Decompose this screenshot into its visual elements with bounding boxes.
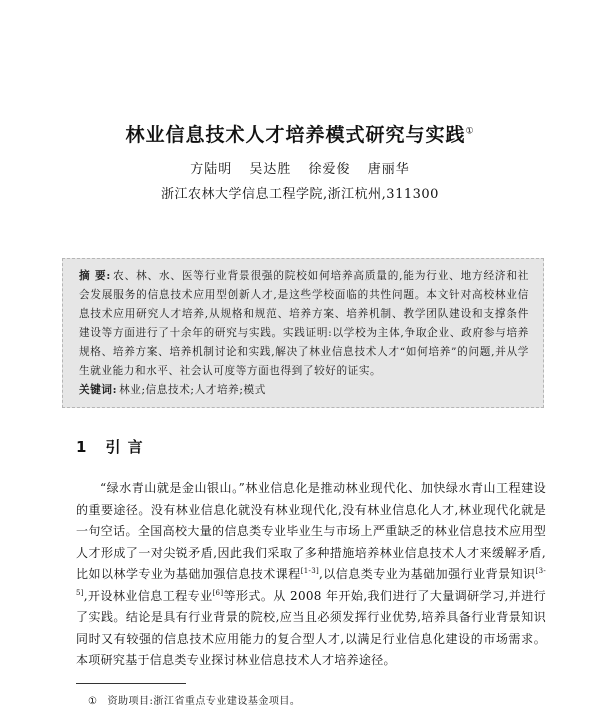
intro-text-part-1: “绿水青山就是金山银山。”林业信息化是推动林业现代化、加快绿水青山工程建设的重要途径。没有林业信息化就没有林业现代化,没有林业信息化人才,林业现代化就是一句空话。全国高校大量的信息类专业毕业生与市场上严重缺乏的林业信息技术应用型人才形成了一对尖锐矛盾,因此我们采取了多种措施培养林业信息技术人才来缓解矛盾,比如以林学专业为基础加强信息技术课程 bbox=[76, 481, 546, 581]
abstract-text: 农、林、水、医等行业背景很强的院校如何培养高质量的,能为行业、地方经济和社会发展服务的信息技术应用型创新人才,是这些学校面临的共性问题。本文针对高校林业信息技术应用研究人才培养,从规格和规范、培养方案、培养机制、教学团队建设和支撑条件建设等方面进行了十余年的研究与实践。实践证明:以学校为主体,争取企业、政府参与培养规格、培养方案、培养机制讨论和实践,解决了林业信息技术人才“如何培养”的问题,并从学生就业能力和水平、社会认可度等方面也得到了较好的证实。 bbox=[79, 270, 529, 377]
footnote-divider bbox=[76, 683, 186, 684]
intro-text-part-4: 等形式。从 2008 年开始,我们进行了大量调研学习,并进行了实践。结论是具有行业背景的院校,应当且必须发挥行业优势,培养具备行业背景知识同时又有较强的信息技术应用能力的复合型人才,以满足行业信息化建设的市场需求。本项研究基于信息类专业探讨林业信息技术人才培养途径。 bbox=[76, 588, 546, 667]
citation-ref: [3-5] bbox=[76, 567, 546, 597]
author-affiliation: 浙江农林大学信息工程学院,浙江杭州,311300 bbox=[161, 187, 439, 202]
intro-text-part-3: ,开设林业信息工程专业 bbox=[83, 588, 213, 603]
paper-title-text: 林业信息技术人才培养模式研究与实践 bbox=[125, 124, 466, 146]
abstract-label: 摘 要: bbox=[79, 270, 111, 282]
paper-title bbox=[60, 120, 540, 147]
footnote-text: 资助项目:浙江省重点专业建设基金项目。 bbox=[107, 696, 301, 707]
keywords-line bbox=[79, 381, 529, 400]
footnote bbox=[88, 692, 300, 707]
footnote-mark: ① bbox=[88, 696, 98, 707]
keywords-label: 关键词: bbox=[79, 384, 118, 396]
section-title: 引 言 bbox=[105, 438, 144, 456]
abstract-box bbox=[62, 258, 544, 408]
intro-paragraph bbox=[76, 478, 546, 672]
section-number: 1 bbox=[76, 438, 88, 456]
keywords-text: 林业;信息技术;人才培养;模式 bbox=[119, 384, 266, 396]
title-footnote-mark: ① bbox=[465, 126, 475, 137]
citation-ref: [6] bbox=[212, 588, 224, 597]
section-heading bbox=[76, 436, 144, 457]
citation-ref: [1-3] bbox=[300, 567, 319, 575]
intro-text-part-2: ,以信息类专业为基础加强行业背景知识 bbox=[318, 567, 536, 581]
author-list: 方陆明 吴达胜 徐爱俊 唐丽华 bbox=[190, 162, 410, 177]
abstract-paragraph bbox=[79, 267, 529, 381]
